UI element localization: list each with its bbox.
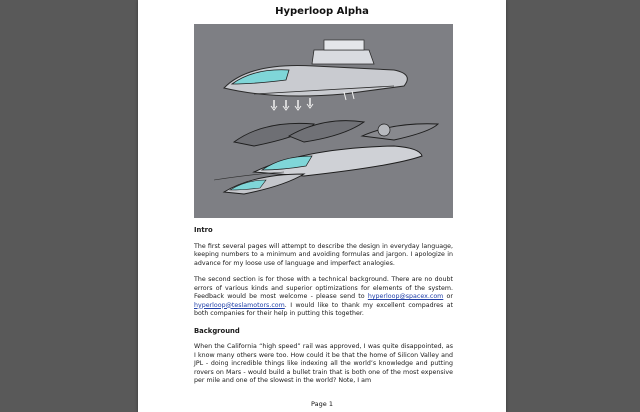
hyperloop-sketch-image <box>194 24 453 218</box>
intro-paragraph-2-text-a: The second section is for those with a technical background. There are no doubt errors of various kinds and superior optimizations for elements of the system. Feedback would be most welcome - please send to <box>194 276 453 300</box>
document-body <box>194 226 453 394</box>
intro-paragraph-2-text-b: or <box>443 293 453 300</box>
page-number: Page 1 <box>311 400 333 408</box>
document-page <box>138 0 506 412</box>
intro-paragraph-2-text-c: . I would like to thank my excellent compadres at both companies for their help in putting this together. <box>194 301 453 317</box>
hyperloop-capsule-sketch-icon <box>194 24 453 218</box>
intro-paragraph-2 <box>194 276 453 319</box>
document-title: Hyperloop Alpha <box>275 6 369 17</box>
tesla-email-link[interactable]: hyperloop@teslamotors.com <box>194 301 285 309</box>
section-heading-background: Background <box>194 326 240 335</box>
section-heading-intro: Intro <box>194 226 213 234</box>
intro-paragraph-1: The first several pages will attempt to describe the design in everyday language, keeping numbers to a minimum and avoiding formulas and jargon. I apologize in advance for my loose use of language and imperfect analogies. <box>194 242 453 267</box>
spacex-email-link[interactable]: hyperloop@spacex.com <box>367 293 444 300</box>
background-paragraph-1: When the California “high speed” rail was approved, I was quite disappointed, as I know many others were too. How could it be that the home of Silicon Valley and JPL - doing incredible things like indexing all the world’s knowledge and putting rovers on Mars - would build a bullet train that is both one of the most expensive per mile and one of the slowest in the world? Note, I am <box>194 343 453 384</box>
